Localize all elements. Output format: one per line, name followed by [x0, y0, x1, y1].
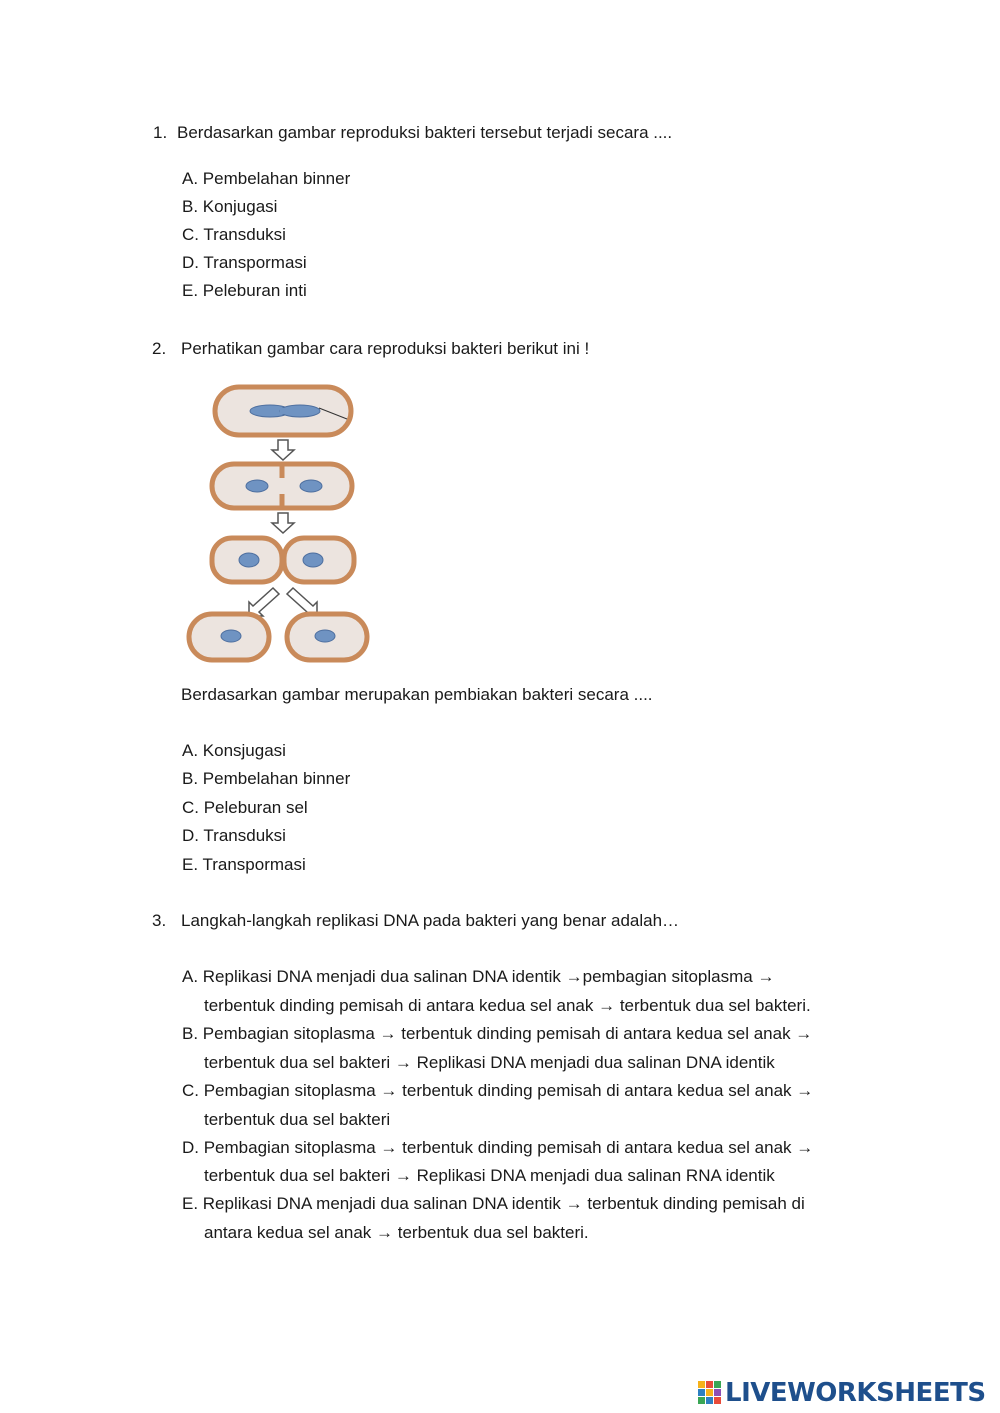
liveworksheets-logo-icon: [697, 1380, 723, 1406]
bacterium-stage-3: [212, 538, 354, 582]
arrow-down-icon: [272, 440, 294, 460]
question-2-subtext: Berdasarkan gambar merupakan pembiakan bakteri secara ....: [181, 685, 653, 704]
question-2-option-d: D. Transduksi: [182, 826, 286, 845]
question-2-option-c: C. Peleburan sel: [182, 798, 308, 817]
question-1-option-e: E. Peleburan inti: [182, 281, 307, 300]
question-3-option-c-line2: terbentuk dua sel bakteri: [204, 1110, 391, 1129]
question-3-number: 3.: [152, 911, 167, 930]
question-1-text: Berdasarkan gambar reproduksi bakteri tersebut terjadi secara ....: [177, 123, 673, 142]
bacterium-stage-1: [215, 387, 351, 435]
question-2-option-e: E. Transpormasi: [182, 855, 306, 874]
question-1-number: 1.: [153, 123, 168, 142]
bacterium-stage-2: [212, 464, 352, 508]
question-1-option-a: A. Pembelahan binner: [182, 169, 351, 188]
question-2-number: 2.: [152, 339, 167, 358]
question-3-option-d-line2: terbentuk dua sel bakteri → Replikasi DNA menjadi dua salinan RNA identik: [204, 1166, 775, 1185]
question-3-option-d-line1: D. Pembagian sitoplasma → terbentuk dinding pemisah di antara kedua sel anak →: [182, 1138, 814, 1157]
question-3-option-a-line1: A. Replikasi DNA menjadi dua salinan DNA identik →pembagian sitoplasma →: [182, 967, 775, 986]
liveworksheets-logo: [697, 1378, 986, 1408]
question-2-text: Perhatikan gambar cara reproduksi bakteri berikut ini !: [181, 339, 590, 358]
question-3-option-c-line1: C. Pembagian sitoplasma → terbentuk dinding pemisah di antara kedua sel anak →: [182, 1081, 814, 1100]
question-3-option-b-line2: terbentuk dua sel bakteri → Replikasi DNA menjadi dua salinan DNA identik: [204, 1053, 775, 1072]
question-2-option-a: A. Konsjugasi: [182, 741, 286, 760]
binary-fission-diagram: [185, 382, 385, 667]
question-1-option-c: C. Transduksi: [182, 225, 286, 244]
question-3-option-e-line2: antara kedua sel anak → terbentuk dua sel bakteri.: [204, 1223, 589, 1242]
question-3-option-e-line1: E. Replikasi DNA menjadi dua salinan DNA identik → terbentuk dinding pemisah di: [182, 1194, 805, 1213]
question-2-option-b: B. Pembelahan binner: [182, 769, 351, 788]
arrow-down-icon: [272, 513, 294, 533]
question-3-option-a-line2: terbentuk dinding pemisah di antara kedua sel anak → terbentuk dua sel bakteri.: [204, 996, 811, 1015]
question-3-option-b-line1: B. Pembagian sitoplasma → terbentuk dinding pemisah di antara kedua sel anak →: [182, 1024, 813, 1043]
question-1-option-b: B. Konjugasi: [182, 197, 278, 216]
liveworksheets-logo-text: LIVEWORKSHEETS: [725, 1378, 986, 1408]
question-1-option-d: D. Transpormasi: [182, 253, 307, 272]
bacterium-stage-4: [189, 614, 367, 660]
question-3-text: Langkah-langkah replikasi DNA pada bakteri yang benar adalah…: [181, 911, 680, 930]
